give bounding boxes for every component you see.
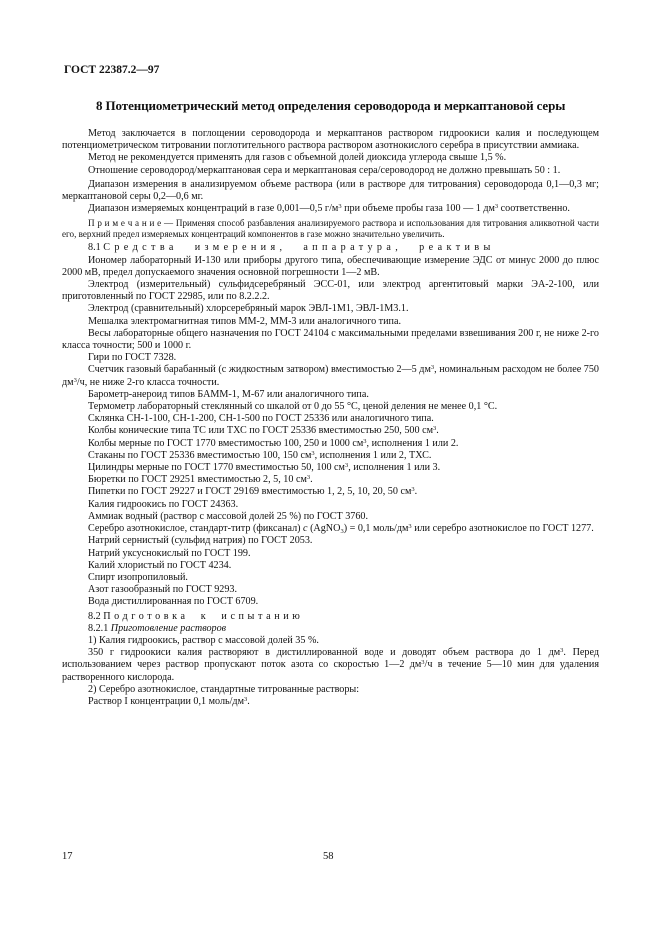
list-item: Аммиак водный (раствор с массовой долей 25 %) по ГОСТ 3760. xyxy=(88,510,369,522)
list-item: Колбы мерные по ГОСТ 1770 вместимостью 100, 250 и 1000 $см^3$, исполнения 1 или 2. xyxy=(88,437,459,449)
paragraph: 1) Калия гидроокись, раствор с массовой долей 35 %. xyxy=(88,634,319,646)
list-item: Весы лабораторные общего назначения по ГОСТ 24104 с максимальными пределами взвешивания 200 г, не ниже 2-го класса точности; 500 и 1000 г. xyxy=(62,327,599,352)
list-item: Пипетки по ГОСТ 29227 и ГОСТ 29169 вместимостью 1, 2, 5, 10, 20, 50 $см^3$. xyxy=(88,486,418,498)
list-item: Термометр лабораторный стеклянный со шкалой от 0 до 55 °С, ценой деления не менее 0,1 °С. xyxy=(88,401,498,413)
subsection-heading: 8.1 Средства измерения, аппаратура, реактивы xyxy=(88,242,495,254)
paragraph: Отношение сероводород/меркаптановая сера и меркаптановая сера/сероводород не должно превышать 50 : 1. xyxy=(88,164,561,176)
list-item: Иономер лабораторный И-130 или приборы другого типа, обеспечивающие измерение ЭДС от минус 2000 до плюс 2000 мВ, предел допускаемого значения основной погрешности 1—2 мВ. xyxy=(62,254,599,278)
list-item: Натрий уксуснокислый по ГОСТ 199. xyxy=(88,547,251,559)
subsection-heading: 8.2 Подготовка к испытанию xyxy=(88,610,304,622)
list-item: Мешалка электромагнитная типов ММ-2, ММ-3 или аналогичного типа. xyxy=(88,315,401,327)
document-body xyxy=(62,128,599,708)
list-item: Счетчик газовый барабанный (с жидкостным затвором) вместимостью 2—5 $дм^3$, номинальным расходом не более 750 $дм^3/ч$, не ниже 2-го класса точности. xyxy=(62,364,599,388)
paragraph: 350 г гидроокиси калия растворяют в дистиллированной воде и доводят объем раствора до 1 $дм^3$. Перед использованием через раствор пропускают поток азота со скоростью 1—2 $дм^3/ч$ в течение 5—10 мин для удаления растворенного кислорода. xyxy=(62,647,600,683)
list-item: Бюретки по ГОСТ 29251 вместимостью 2, 5, 10 $см^3$. xyxy=(88,474,313,486)
standard-number: ГОСТ 22387.2—97 xyxy=(64,64,160,76)
paragraph: Метод заключается в поглощении сероводорода и меркаптанов раствором гидроокиси калия и последующем потенциометрическом титровании поглотительного раствора раствором азотнокислого серебра в присутствии аммиака. xyxy=(62,128,599,152)
list-item: Склянка СН-1-100, СН-1-200, СН-1-500 по ГОСТ 25336 или аналогичного типа. xyxy=(88,413,434,425)
paragraph: Метод не рекомендуется применять для газов с объемной долей диоксида углерода свыше 1,5 %. xyxy=(88,152,507,164)
list-item: Гири по ГОСТ 7328. xyxy=(88,352,177,364)
paragraph: Раствор I концентрации 0,1 моль/$дм^3$. xyxy=(88,695,250,707)
list-item: Колбы конические типа ТС или ТХС по ГОСТ 25336 вместимостью 250, 500 $см^3$. xyxy=(88,425,439,437)
page-number: 58 xyxy=(323,851,334,862)
list-item: Натрий сернистый (сульфид натрия) по ГОСТ 2053. xyxy=(88,535,313,547)
list-item: Азот газообразный по ГОСТ 9293. xyxy=(88,584,238,596)
list-item: Электрод (сравнительный) хлорсеребряный марок ЭВЛ-1М1, ЭВЛ-1М3.1. xyxy=(88,303,409,315)
paragraph: Диапазон измерения в анализируемом объеме раствора (или в растворе для титрования) сероводорода 0,1—0,3 мг; меркаптановой серы 0,2—0,6 мг. xyxy=(62,178,599,203)
note-text: — Применяя способ разбавления анализируемого раствора и использования для титрования аликвотной части его, верхний предел измеряемых концентраций компонентов в газе можно значительно увеличить. xyxy=(62,218,599,240)
list-item: Спирт изопропиловый. xyxy=(88,571,188,583)
list-item: Электрод (измерительный) сульфидсеребряный ЭСС-01, или электрод аргентитовый марки ЭА-2-100, или приготовленный по ГОСТ 22985, или по 8.2.2.2. xyxy=(62,279,599,303)
list-item: Стаканы по ГОСТ 25336 вместимостью 100, 150 $см^3$, исполнения 1 или 2, ТХС. xyxy=(88,449,432,461)
paragraph: Диапазон измеряемых концентраций в газе 0,001—0,5 $г/м^3$ при объеме пробы газа 100 — 1 $дм^3$ соответственно. xyxy=(88,203,570,215)
note-label: П р и м е ч а н и е xyxy=(88,218,162,229)
list-item: Калий хлористый по ГОСТ 4234. xyxy=(88,559,232,571)
section-title: 8 Потенциометрический метод определения сероводорода и меркаптановой серы xyxy=(96,98,566,113)
list-item: Барометр-анероид типов БАММ-1, М-67 или аналогичного типа. xyxy=(88,388,369,400)
paragraph: 2) Серебро азотнокислое, стандартные титрованные растворы: xyxy=(88,683,360,695)
list-item: Цилиндры мерные по ГОСТ 1770 вместимостью 50, 100 $см^3$, исполнения 1 или 3. xyxy=(88,462,441,474)
list-item: Вода дистиллированная по ГОСТ 6709. xyxy=(88,596,259,608)
subsection-subheading: 8.2.1 Приготовление растворов xyxy=(88,622,227,634)
note xyxy=(62,218,599,240)
list-item: Калия гидроокись по ГОСТ 24363. xyxy=(88,498,239,510)
page-footer-left: 17 xyxy=(62,851,73,862)
list-item: Серебро азотнокислое, стандарт-титр (фиксанал) c (AgNO$_3$) = 0,1 моль/$дм^3$ или серебро азотнокислое по ГОСТ 1277. xyxy=(88,523,594,536)
